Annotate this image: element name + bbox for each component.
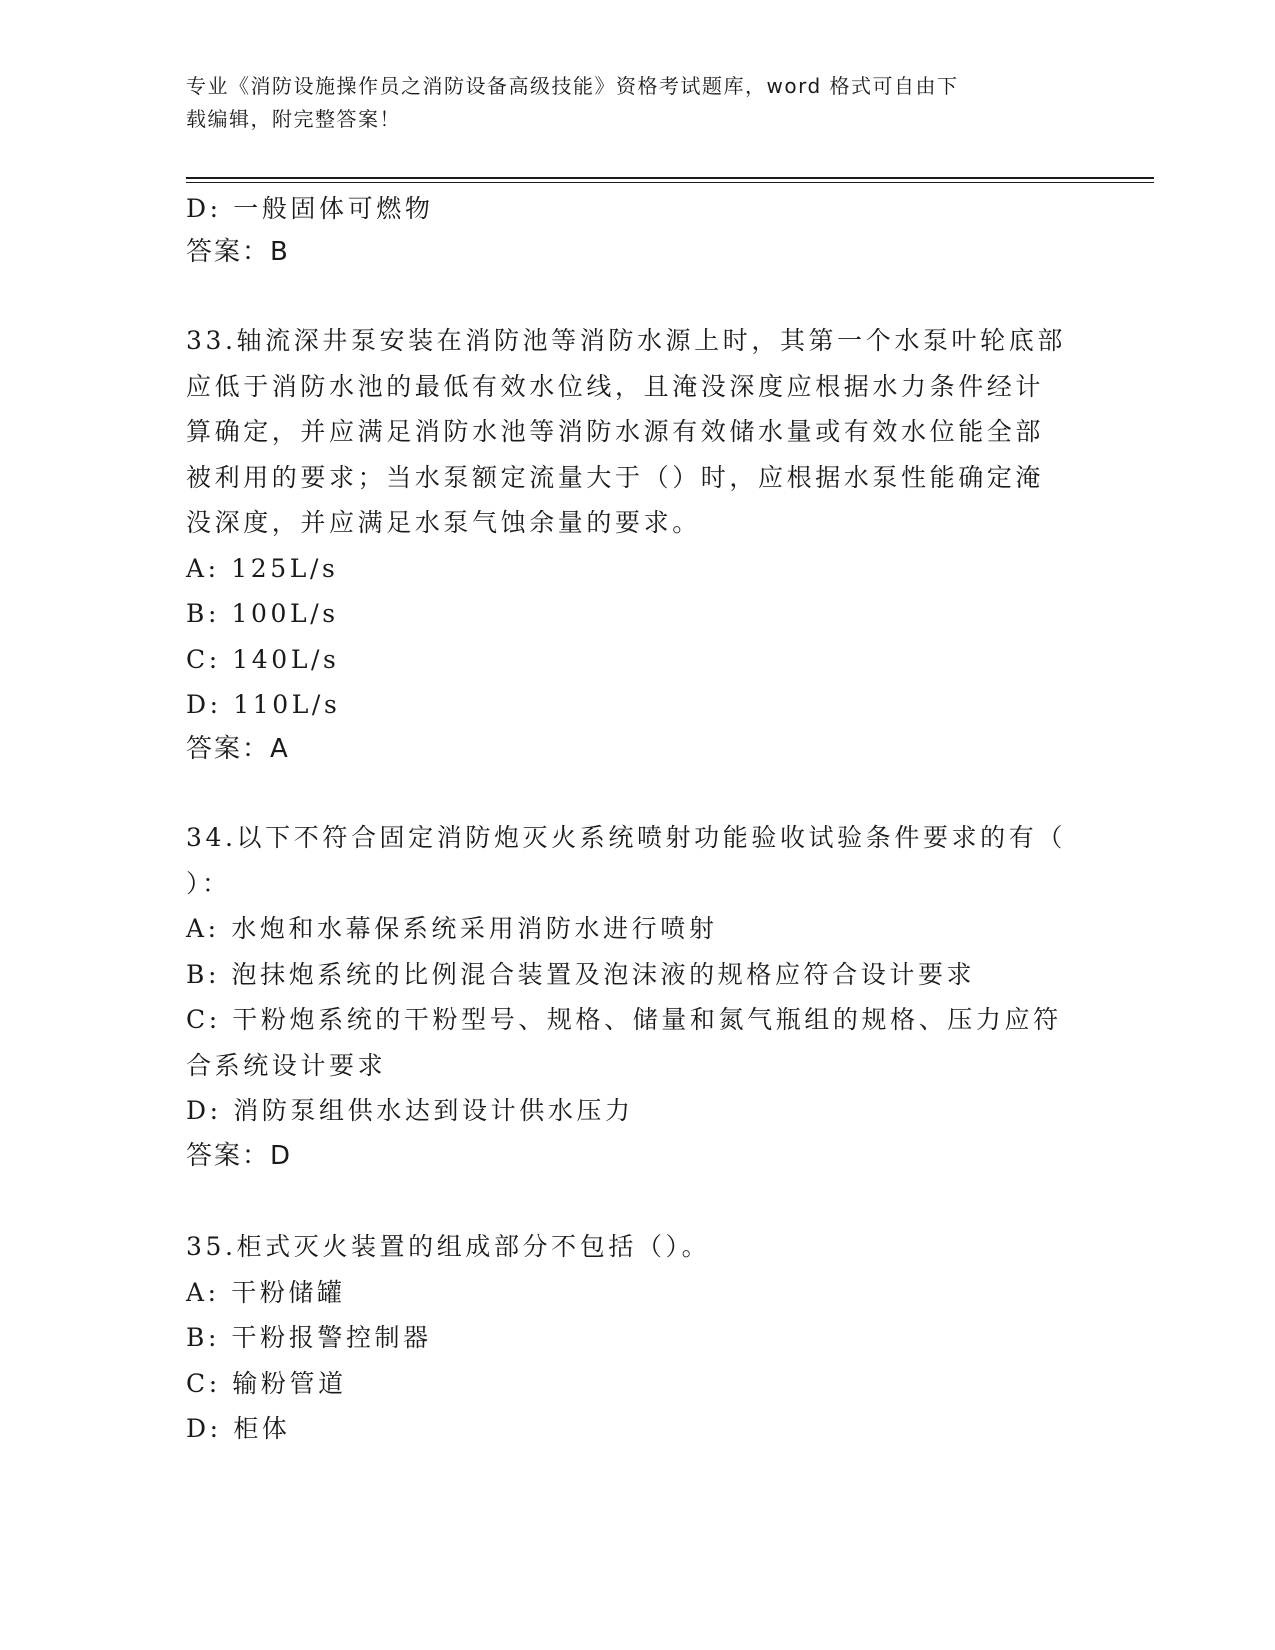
question-33-line: 应低于消防水池的最低有效水位线，且淹没深度应根据水力条件经计 (186, 371, 1045, 401)
option-b: B: 100L/s (186, 599, 339, 628)
question-33-line: 被利用的要求；当水泵额定流量大于（）时，应根据水泵性能确定淹 (186, 462, 1045, 492)
option-a: A: 干粉储罐 (186, 1277, 346, 1307)
option-c: C: 140L/s (186, 644, 340, 674)
header-rule-thin (186, 182, 1154, 183)
question-33-line: 33.轴流深井泵安装在消防池等消防水源上时，其第一个水泵叶轮底部 (186, 326, 1066, 355)
question-34-line: ）： (186, 868, 231, 898)
header-rule-thick (186, 177, 1154, 179)
question-35-line: 35.柜式灭火装置的组成部分不包括（）。 (186, 1232, 711, 1261)
option-d: D: 消防泵组供水达到设计供水压力 (186, 1096, 634, 1125)
option-c-continued: 合系统设计要求 (186, 1050, 387, 1080)
question-33-line: 算确定，并应满足消防水池等消防水源有效储水量或有效水位能全部 (186, 417, 1045, 446)
question-34 (186, 815, 1086, 1134)
prev-option-d: D: 一般固体可燃物 (186, 194, 434, 223)
option-a: A: 125L/s (186, 553, 339, 583)
option-d: D: 110L/s (186, 690, 341, 719)
header-line-2: 载编辑，附完整答案！ (186, 107, 401, 131)
answer-34: 答案：D (186, 1141, 293, 1171)
option-c: C: 输粉管道 (186, 1368, 347, 1398)
question-33-line: 没深度，并应满足水泵气蚀余量的要求。 (186, 508, 701, 537)
option-b: B: 泡抹炮系统的比例混合装置及泡沫液的规格应符合设计要求 (186, 959, 976, 989)
question-35 (186, 1224, 1086, 1452)
document-header (186, 70, 1076, 136)
option-d: D: 柜体 (186, 1414, 291, 1443)
answer-33: 答案：A (186, 734, 290, 764)
option-b: B: 干粉报警控制器 (186, 1323, 432, 1352)
question-34-line: 34.以下不符合固定消防炮灭火系统喷射功能验收试验条件要求的有（ (186, 823, 1066, 852)
option-a: A: 水炮和水幕保系统采用消防水进行喷射 (186, 914, 718, 943)
question-33 (186, 318, 1086, 728)
option-c: C: 干粉炮系统的干粉型号、规格、储量和氮气瓶组的规格、压力应符 (186, 1005, 1062, 1034)
prev-answer: 答案：B (186, 237, 290, 267)
header-line-1: 专业《消防设施操作员之消防设备高级技能》资格考试题库，word 格式可自由下 (186, 74, 959, 98)
